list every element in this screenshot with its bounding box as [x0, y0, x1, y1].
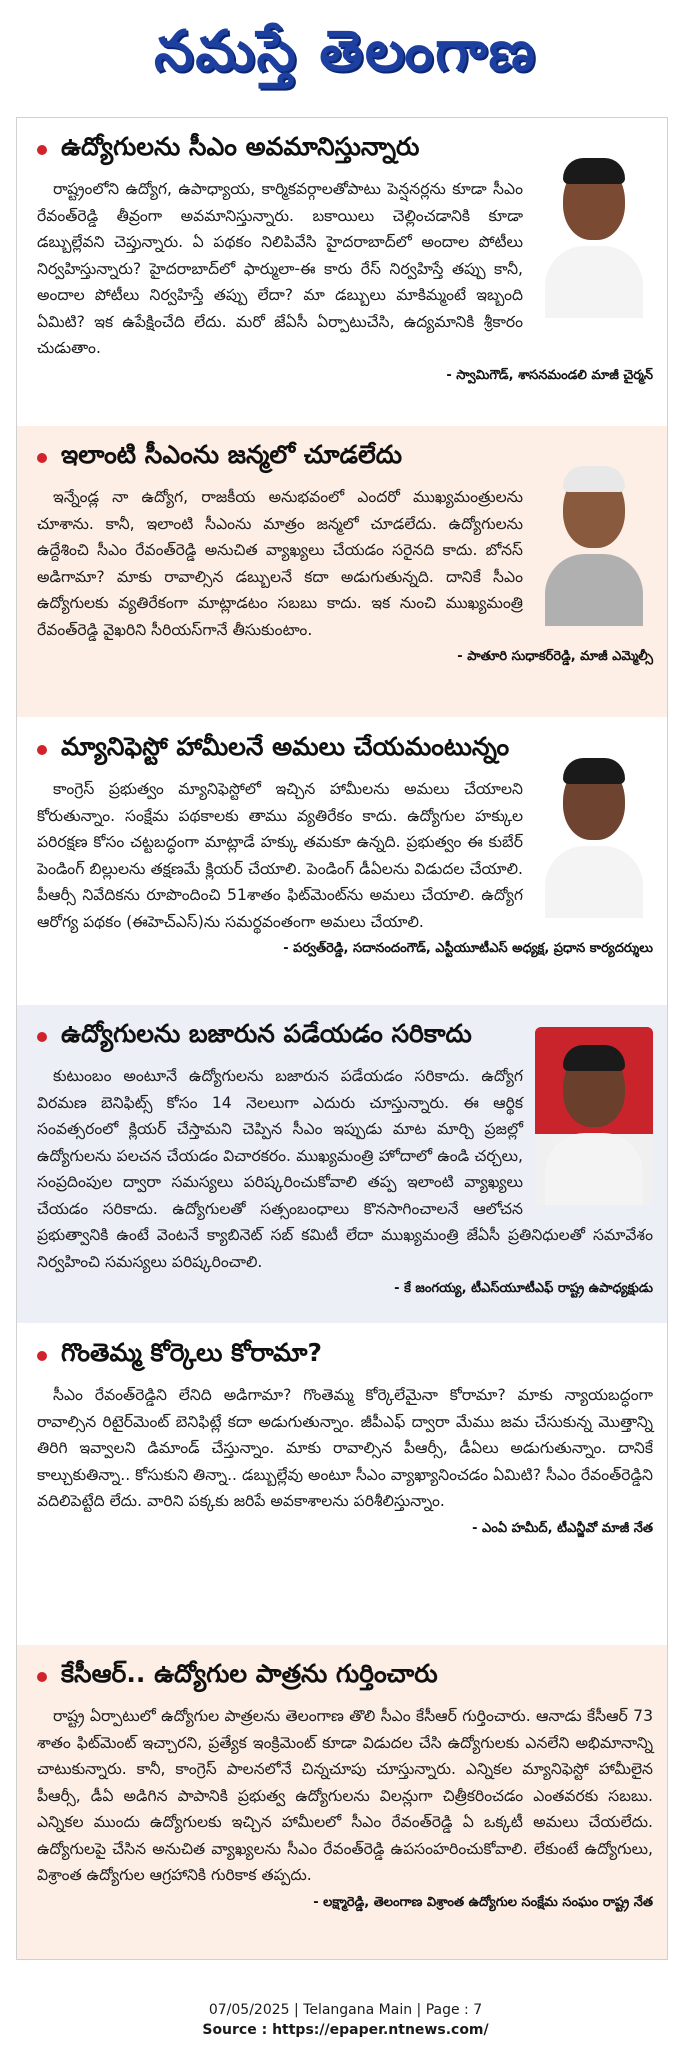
portrait-shirt — [545, 554, 643, 626]
article-4 — [17, 1005, 667, 1323]
article-6 — [17, 1645, 667, 1959]
article-text: ఇన్నేండ్ల నా ఉద్యోగ, రాజకీయ అనుభవంలో ఎందరో ముఖ్యమంత్రులను చూశాను. కానీ, ఇలాంటి సీఎంను మాత్రం జన్మలో చూడలేదు. ఉద్యోగులను ఉద్దేశించి సీఎం రేవంత్‌రెడ్డి అనుచిత వ్యాఖ్యలు చేయడం సరైనది కాదు. బోనస్ అడిగామా? మాకు రావాల్సిన డబ్బులనే కదా అడుగుతున్నది. దానికే సీఎం ఉద్యోగులకు వ్యతిరేకంగా మాట్లాడటం సబబు కాదు. ఇక నుంచి ముఖ్యమంత్రి రేవంత్‌రెడ్డి వైఖరిని సీరియస్‌గానే తీసుకుంటాం. — [37, 488, 523, 639]
article-headline — [37, 1336, 653, 1376]
article-body — [37, 776, 653, 959]
portrait-hair — [563, 1045, 625, 1071]
bullet-icon — [37, 145, 47, 155]
article-text: సీఎం రేవంత్‌రెడ్డిని లేనిది అడిగామా? గొంతెమ్మ కోర్కెలేమైనా కోరామా? మాకు న్యాయబద్ధంగా రావాల్సిన రిటైర్‌మెంట్ బెనిఫిట్లే కదా అడుగుతున్నాం. జీపీఎఫ్ ద్వారా మేము జమ చేసుకున్న మొత్తాన్ని తిరిగి ఇవ్వాలని డిమాండ్ చేస్తున్నాం. మాకు రావాల్సిన పీఆర్సీ, డీఏలు అడుగుతున్నాం. దానికే కాల్చుకుతిన్నా.. కోసుకుని తిన్నా.. డబ్బుల్లేవు అంటూ సీఎం వ్యాఖ్యానించడం ఏమిటి? సీఎం రేవంత్‌రెడ్డిని వదిలిపెట్టేది లేదు. వారిని పక్కకు జరిపే అవకాశాలను పరిశీలిస్తున్నాం. — [37, 1386, 653, 1510]
portrait-photo — [535, 740, 653, 918]
portrait-hair — [563, 466, 625, 492]
article-2 — [17, 426, 667, 717]
article-text: కాంగ్రెస్ ప్రభుత్వం మ్యానిఫెస్టోలో ఇచ్చిన హామీలను అమలు చేయాలని కోరుతున్నాం. సంక్షేమ పథకాలకు తాము వ్యతిరేకం కాదు. ఉద్యోగుల హక్కుల పరిరక్షణ కోసం చట్టబద్ధంగా మాట్లాడే హక్కు తమకూ ఉన్నది. ప్రభుత్వం ఈ కుబేర్ పెండింగ్ బిల్లులను తక్షణమే క్లియర్ చేయాలి. పెండింగ్ డీఏలను విడుదల చేయాలి. పీఆర్సీ నివేదికను రూపొందించి 51శాతం ఫిట్‌మెంట్‌ను అమలు చేయాలి. ఉద్యోగ ఆరోగ్య పథకం (ఈహెచ్‌ఎస్)ను సమర్థవంతంగా అమలు చేయాలి. — [37, 780, 523, 931]
article-byline: - పర్వత్‌రెడ్డి, సదానందంగౌడ్, ఎస్టీయూటీఎస్ అధ్యక్ష, ప్రధాన కార్యదర్శులు — [283, 941, 653, 956]
portrait-shirt — [545, 846, 643, 918]
article-byline: - కే జంగయ్య, టీఎస్‌యూటీఎఫ్ రాష్ట్ర ఉపాధ్యక్షుడు — [394, 1281, 653, 1296]
masthead-title: నమస్తే తెలంగాణ — [154, 19, 537, 84]
bullet-icon — [37, 1032, 47, 1042]
article-body — [37, 484, 653, 667]
portrait-shirt — [545, 1133, 643, 1205]
article-body — [37, 1063, 653, 1299]
portrait-photo — [535, 1027, 653, 1205]
portrait-shirt — [545, 246, 643, 318]
article-1 — [17, 118, 667, 425]
article-body — [37, 176, 653, 386]
article-byline: - పాతూరి సుధాకర్‌రెడ్డి, మాజీ ఎమ్మెల్సీ — [457, 649, 653, 664]
article-text: కుటుంబం అంటూనే ఉద్యోగులను బజారున పడేయడం సరికాదు. ఉద్యోగ విరమణ బెనిఫిట్స్ కోసం 14 నెలలుగా ఎదురు చూస్తున్నారు. ఈ ఆర్థిక సంవత్సరంలో క్లియర్ చేస్తామని చెప్పిన సీఎం ఇప్పుడు మాట మార్చి ప్రజల్లో ఉద్యోగులను పలచన చేయడం విచారకరం. ముఖ్యమంత్రి హోదాలో ఉండి చర్చలు, సంప్రదింపుల ద్వారా సమస్యలు పరిష్కరించుకోవాలి తప్ప ఇలాంటి వ్యాఖ్యలు చేయడం సరికాదు. ఉద్యోగులతో సత్సంబంధాలు కొనసాగించాలనే ఆలోచన ప్రభుత్వానికి ఉంటే వెంటనే క్యాబినెట్ సబ్ కమిటీ లేదా ముఖ్యమంత్రి జేఏసీ ప్రతినిధులతో సమావేశం నిర్వహించి సమస్యలు పరిష్కరించాలి. — [37, 1067, 653, 1271]
article-body — [37, 1382, 653, 1539]
headline-text: కేసీఆర్.. ఉద్యోగుల పాత్రను గుర్తించారు — [61, 1659, 438, 1688]
footer-source: Source : https://epaper.ntnews.com/ — [202, 2022, 489, 2038]
article-text: రాష్ట్రంలోని ఉద్యోగ, ఉపాధ్యాయ, కార్మికవర్గాలతోపాటు పెన్షనర్లను కూడా సీఎం రేవంత్‌రెడ్డి తీవ్రంగా అవమానిస్తున్నారు. బకాయిలు చెల్లించడానికి కూడా డబ్బుల్లేవని చెప్తున్నారు. ఏ పథకం నిలిపివేసి హైదరాబాద్‌లో అందాల పోటీలు నిర్వహిస్తున్నారు? హైదరాబాద్‌లో ఫార్ములా-ఈ కారు రేస్ నిర్వహిస్తే తప్పు కానీ, అందాల పోటీలు నిర్వహిస్తే తప్పు లేదా? మా డబ్బులు మాకిమ్మంటే ఇబ్బంది ఏమిటి? ఇక ఉపేక్షించేది లేదు. మరో జేఏసీ ఏర్పాటుచేసి, ఉద్యమానికి శ్రీకారం చుడుతాం. — [37, 180, 523, 357]
portrait-hair — [563, 158, 625, 184]
bullet-icon — [37, 1351, 47, 1361]
footer-date-page: 07/05/2025 | Telangana Main | Page : 7 — [208, 2002, 483, 2018]
article-text: రాష్ట్ర ఏర్పాటులో ఉద్యోగుల పాత్రలను తెలంగాణ తొలి సీఎం కేసీఆర్ గుర్తించారు. ఆనాడు కేసీఆర్ 73 శాతం ఫిట్‌మెంట్ ఇచ్చారని, ప్రత్యేక ఇంక్రిమెంట్ కూడా విడుదల చేసి ఉద్యోగులకు ఎనలేని అభిమానాన్ని చాటుకున్నారు. కానీ, కాంగ్రెస్ పాలనలోనే చిన్నచూపు చూస్తున్నారు. ఎన్నికల మ్యానిఫెస్టో హామీలైన పీఆర్సీ, డీఏ అడిగిన పాపానికి ప్రభుత్వ ఉద్యోగులను విలన్లుగా చిత్రీకరించడం ఎంతవరకు సబబు. ఎన్నికల ముందు ఉద్యోగులకు ఇచ్చిన హామీలలో సీఎం రేవంత్‌రెడ్డి ఏ ఒక్కటీ అమలు చేయలేదు. ఉద్యోగులపై చేసిన అనుచిత వ్యాఖ్యలను సీఎం రేవంత్‌రెడ్డి ఉపసంహరించుకోవాలి. లేకుంటే ఉద్యోగులు, విశ్రాంత ఉద్యోగుల ఆగ్రహానికి గురికాక తప్పదు. — [37, 1707, 653, 1884]
portrait-photo — [535, 140, 653, 318]
article-byline: - స్వామిగౌడ్, శాసనమండలి మాజీ చైర్మన్ — [446, 367, 653, 383]
headline-text: గొంతెమ్మ కోర్కెలు కోరామా? — [61, 1338, 323, 1367]
article-byline: - లక్ష్మారెడ్డి, తెలంగాణ విశ్రాంత ఉద్యోగుల సంక్షేమ సంఘం రాష్ట్ర నేత — [313, 1894, 653, 1910]
masthead — [0, 0, 691, 104]
article-5 — [17, 1324, 667, 1644]
headline-text: ఉద్యోగులను సీఎం అవమానిస్తున్నారు — [61, 132, 420, 161]
portrait-photo — [535, 448, 653, 626]
article-headline — [37, 1657, 653, 1697]
bullet-icon — [37, 453, 47, 463]
article-byline: - ఎంఏ హమీద్, టీఎన్జీవో మాజీ నేత — [472, 1520, 653, 1536]
portrait-hair — [563, 758, 625, 784]
headline-text: ఇలాంటి సీఎంను జన్మలో చూడలేదు — [61, 440, 403, 469]
bullet-icon — [37, 1672, 47, 1682]
article-body — [37, 1703, 653, 1913]
headline-text: మ్యానిఫెస్టో హామీలనే అమలు చేయమంటున్నం — [61, 732, 510, 761]
headline-text: ఉద్యోగులను బజారున పడేయడం సరికాదు — [61, 1019, 472, 1048]
article-3 — [17, 718, 667, 1004]
bullet-icon — [37, 745, 47, 755]
page-footer — [0, 2000, 691, 2040]
